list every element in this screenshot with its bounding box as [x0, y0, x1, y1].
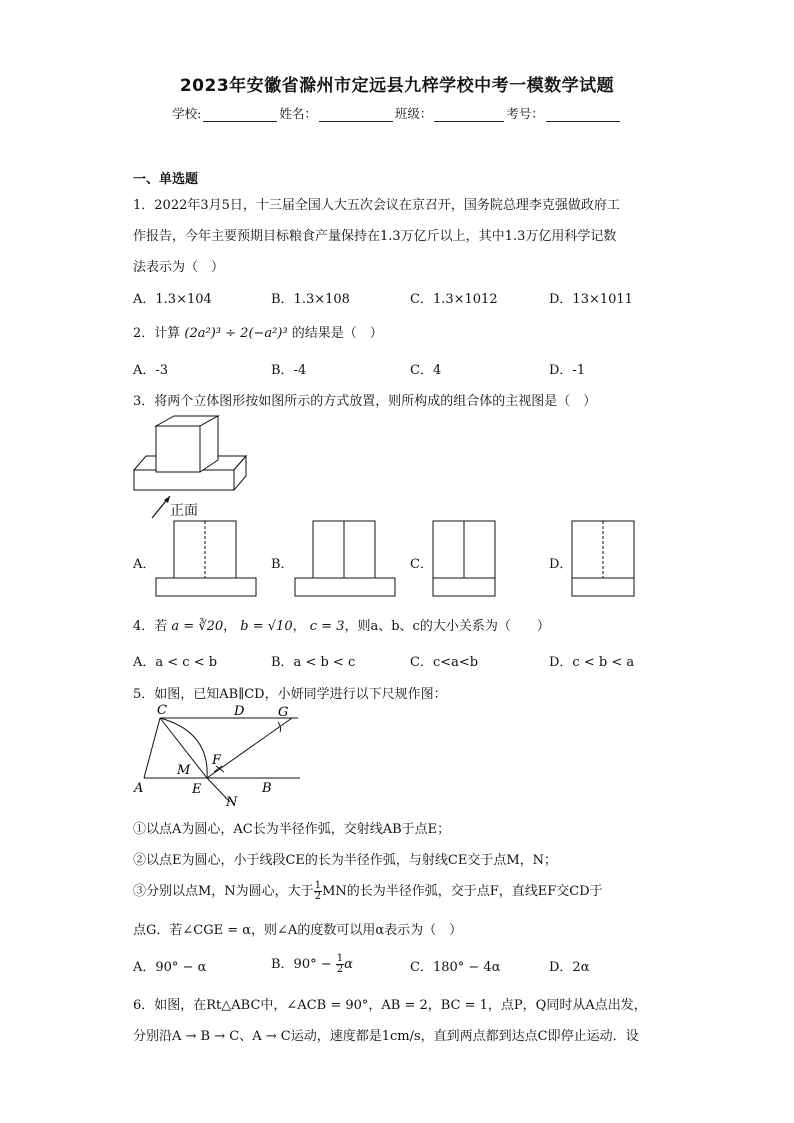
q1-option-c: C．1.3×1012: [410, 292, 498, 307]
q2-option-a: A．-3: [133, 363, 169, 378]
q4-option-a: A．a < c < b: [133, 655, 218, 670]
q3-front-label: 正面: [170, 503, 198, 519]
name-label: 姓名：: [279, 106, 317, 121]
q5-option-b-numerator: 1: [336, 953, 344, 964]
class-blank: [434, 108, 504, 122]
q2-prefix: 2．计算: [133, 326, 181, 341]
q5-construction-figure: [130, 702, 310, 810]
q5-label-f: F: [212, 753, 222, 768]
q1-option-a: A．1.3×104: [133, 292, 212, 307]
q5-fraction-numerator: 1: [314, 880, 322, 891]
q5-label-g: G: [278, 705, 289, 720]
q5-label-m: M: [177, 763, 191, 778]
q1-option-b: B．1.3×108: [271, 292, 350, 307]
q4-c-definition: c = 3: [309, 619, 345, 634]
q5-label-a: A: [134, 781, 144, 796]
q3-stem: 3．将两个立体图形按如图所示的方式放置，则所构成的组合体的主视图是（ ）: [133, 394, 597, 409]
section-heading: 一、单选题: [133, 172, 199, 187]
exam-no-label: 考号：: [506, 106, 544, 121]
q5-label-n: N: [226, 795, 238, 810]
q6-line1: 6．如图，在Rt△ABC中，∠ACB = 90°，AB = 2，BC = 1，点P，Q同时从A点出发，: [133, 998, 647, 1013]
q4-stem: 4．若 a = ∛20， b = √10， c = 3，则a、b、c的大小关系为（ ）: [133, 619, 550, 634]
q4-b-definition: b = √10: [240, 619, 293, 634]
q3-option-c-figure: [432, 520, 498, 598]
q1-option-d: D．13×1011: [549, 292, 633, 307]
exam-no-blank: [546, 108, 620, 122]
q2-option-d: D．-1: [549, 363, 586, 378]
q2-expression: (2a²)³ ÷ 2(−a²)³: [184, 326, 288, 341]
q5-option-b-denominator: 2: [336, 964, 344, 975]
q3-option-b: B．: [271, 557, 294, 572]
school-label: 学校:: [172, 106, 202, 121]
q4-option-b: B．a < b < c: [271, 655, 356, 670]
q4-option-c: C．c<a<b: [410, 655, 479, 670]
name-blank: [319, 108, 393, 122]
page-title: 2023年安徽省滁州市定远县九梓学校中考一模数学试题: [179, 76, 615, 96]
q3-option-d: D．: [549, 557, 573, 572]
q3-option-d-figure: [571, 520, 637, 598]
q3-option-b-figure: [294, 520, 398, 598]
q2-suffix: 的结果是（ ）: [291, 326, 383, 341]
q5-stem: 5．如图，已知AB∥CD，小妍同学进行以下尺规作图：: [133, 687, 447, 702]
q5-label-b: B: [262, 781, 272, 796]
q3-option-a: A．: [133, 557, 156, 572]
q5-step3-suffix: MN的长为半径作弧，交于点F，直线EF交CD于: [322, 884, 603, 899]
q4-prefix: 4．若: [133, 619, 168, 634]
q5-label-e: E: [192, 782, 202, 797]
q2-option-c: C．4: [410, 363, 442, 378]
q5-label-c: C: [157, 703, 167, 718]
q5-option-d: D．2α: [549, 960, 590, 975]
q5-option-b: [271, 953, 353, 975]
q1-line1: 1．2022年3月5日，十三届全国人大五次会议在京召开，国务院总理李克强做政府工: [133, 198, 620, 213]
class-label: 班级：: [394, 106, 433, 121]
q6-line2: 分别沿A → B → C、A → C运动，速度都是1cm/s，直到两点都到达点C即停止运动．设: [133, 1029, 639, 1044]
q5-step3-prefix: ③分别以点M，N为圆心，大于: [133, 884, 314, 899]
q2-stem: [133, 322, 383, 341]
q5-fraction-denominator: 2: [314, 891, 322, 902]
q5-step3: [133, 880, 603, 902]
q1-line2: 作报告，今年主要预期目标粮食产量保持在1.3万亿斤以上，其中1.3万亿用科学记数: [133, 229, 617, 244]
q5-step1: ①以点A为圆心，AC长为半径作弧，交射线AB于点E；: [133, 822, 451, 837]
q5-step3-fraction: [314, 881, 322, 902]
q5-option-c: C．180° − 4α: [410, 960, 501, 975]
q5-step4: 点G．若∠CGE = α，则∠A的度数可以用α表示为（ ）: [133, 923, 463, 938]
q5-label-d: D: [234, 704, 245, 719]
q5-option-b-fraction: [336, 954, 344, 975]
q5-step2: ②以点E为圆心，小于线段CE的长为半径作弧，与射线CE交于点M，N；: [133, 853, 558, 868]
q5-option-b-alpha: α: [344, 957, 353, 972]
q2-option-b: B．-4: [271, 363, 307, 378]
student-info-row: [0, 104, 794, 122]
q1-line3: 法表示为（ ）: [133, 260, 225, 275]
q5-option-a: A．90° − α: [133, 960, 207, 975]
q3-option-a-figure: [155, 520, 259, 598]
school-blank: [203, 108, 277, 122]
q3-option-c: C．: [410, 557, 433, 572]
q4-suffix: ，则a、b、c的大小关系为（ ）: [344, 619, 550, 634]
q4-option-d: D．c < b < a: [549, 655, 635, 670]
q5-option-b-prefix: B．90° −: [271, 957, 332, 972]
q4-a-definition: a = ∛20: [171, 619, 224, 634]
